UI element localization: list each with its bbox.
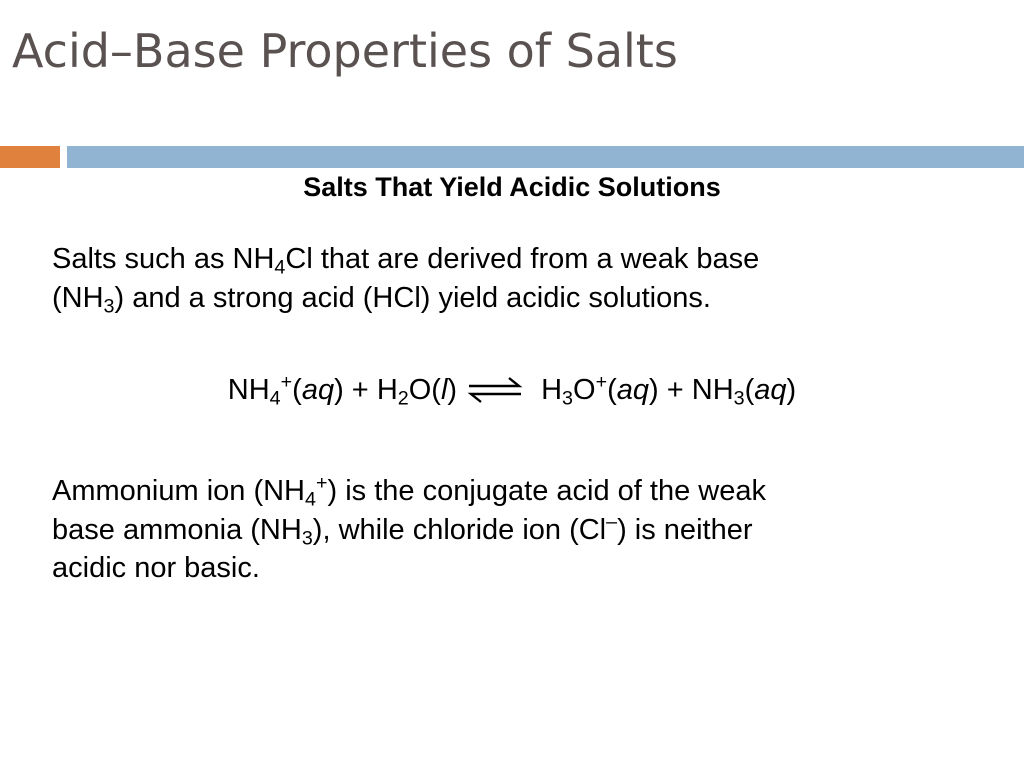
accent-bar-orange <box>0 146 60 168</box>
paragraph-ammonium-explanation: Ammonium ion $(NH_4^+)$ is the conjugate acid of the weak base ammonia $(NH_3)$, while chloride ion (Cl–) is neither acidic nor basic. <box>52 472 766 585</box>
hydrolysis-equation: $NH_4^+(aq) + H_2O(l) H_3O^+(aq) + NH_3(aq)$ <box>227 371 797 410</box>
slide-subtitle: Salts That Yield Acidic Solutions <box>303 172 721 202</box>
accent-bar-blue <box>67 146 1024 168</box>
slide-title: Acid–Base Properties of Salts <box>12 24 678 78</box>
paragraph-salts-derivation: Salts such as $NH_4Cl$ that are derived from a weak base $(NH_3)$ and a strong acid (HCl) yield acidic solutions. <box>52 243 760 318</box>
equilibrium-arrow-icon <box>467 375 523 405</box>
